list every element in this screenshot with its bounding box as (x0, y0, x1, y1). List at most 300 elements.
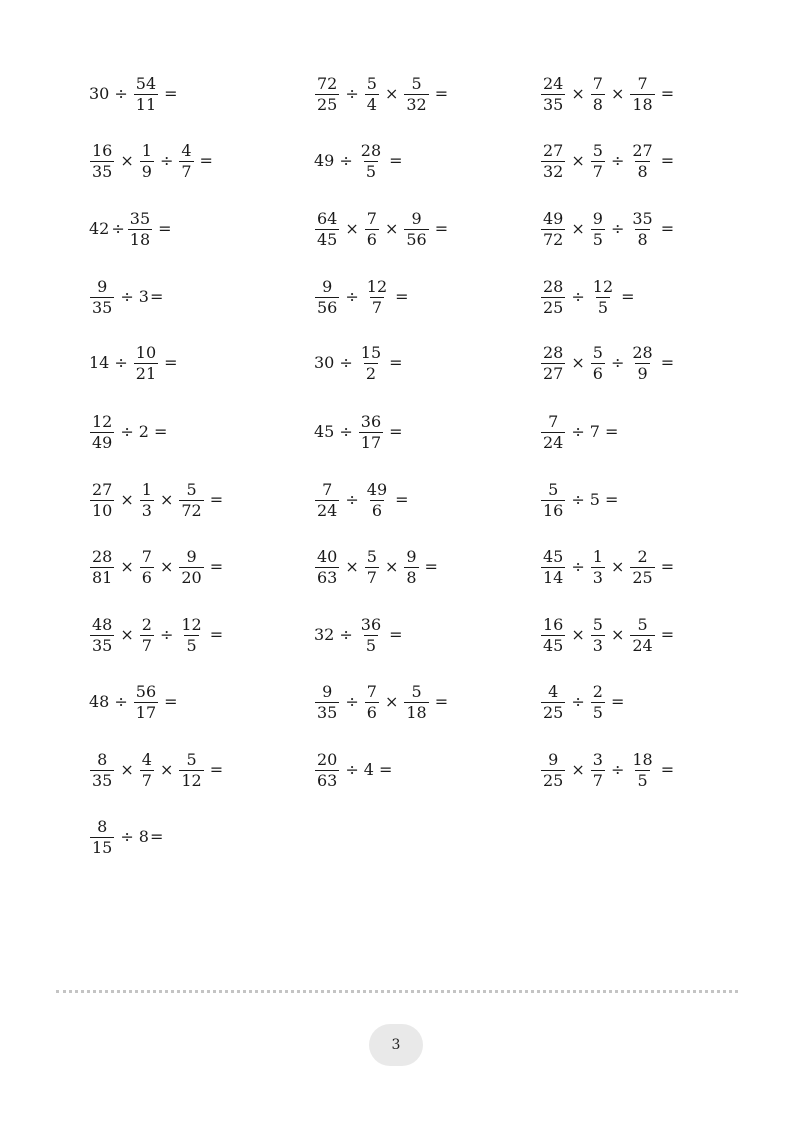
denominator: 72 (543, 229, 564, 249)
operator: × (384, 557, 399, 576)
fraction (90, 749, 114, 790)
numerator: 54 (135, 73, 157, 93)
denominator: 14 (543, 567, 564, 587)
fraction (591, 546, 605, 587)
denominator: 56 (406, 229, 427, 249)
denominator: 9 (637, 363, 648, 383)
denominator: 15 (92, 837, 113, 857)
numerator: 12 (92, 411, 113, 431)
fraction (591, 614, 605, 655)
denominator: 7 (141, 635, 152, 655)
denominator: 56 (317, 297, 338, 317)
operator: ÷ (610, 151, 625, 170)
denominator: 5 (365, 161, 377, 181)
equals-sign: = (610, 692, 625, 711)
whole-number: 3 (138, 287, 149, 306)
fraction (90, 546, 114, 587)
fraction (90, 276, 114, 317)
fraction (359, 140, 383, 181)
numerator: 5 (366, 546, 377, 566)
fraction (591, 276, 615, 317)
math-problem (313, 677, 448, 727)
numerator: 7 (637, 73, 648, 93)
fraction (365, 546, 379, 587)
equals-sign: = (660, 760, 675, 779)
fraction (630, 73, 654, 114)
numerator: 36 (360, 411, 382, 431)
equals-sign: = (660, 625, 675, 644)
numerator: 40 (317, 546, 338, 566)
operator: ÷ (571, 287, 585, 306)
denominator: 6 (592, 363, 603, 383)
denominator: 20 (181, 567, 202, 587)
numerator: 7 (141, 546, 152, 566)
numerator: 27 (92, 479, 113, 499)
math-problem (88, 475, 223, 525)
fraction (630, 342, 654, 383)
denominator: 9 (141, 161, 152, 181)
operator: ÷ (345, 287, 359, 306)
fraction (90, 816, 114, 857)
fraction (359, 614, 383, 655)
equals-sign: = (434, 692, 449, 711)
numerator: 9 (97, 276, 108, 296)
denominator: 32 (406, 94, 427, 114)
fraction (365, 681, 379, 722)
numerator: 35 (632, 208, 653, 228)
equals-sign: = (378, 760, 393, 779)
fraction (541, 411, 565, 452)
math-problem (539, 136, 674, 186)
operator: ÷ (114, 84, 128, 103)
fraction (365, 73, 379, 114)
numerator: 2 (637, 546, 648, 566)
operator: ÷ (339, 151, 353, 170)
denominator: 24 (632, 635, 653, 655)
numerator: 12 (366, 276, 388, 296)
math-problem (539, 338, 674, 388)
fraction (541, 681, 565, 722)
denominator: 18 (129, 229, 151, 249)
operator: ÷ (610, 219, 625, 238)
denominator: 63 (317, 567, 338, 587)
whole-number: 45 (314, 422, 335, 441)
operator: ÷ (339, 625, 353, 644)
denominator: 6 (366, 702, 377, 722)
numerator: 5 (411, 681, 422, 701)
operator: × (571, 760, 585, 779)
equals-sign: = (158, 219, 172, 238)
denominator: 4 (366, 94, 377, 114)
equals-sign: = (149, 287, 164, 306)
equals-sign: = (153, 422, 168, 441)
numerator: 12 (592, 276, 614, 296)
whole-number: 32 (314, 625, 335, 644)
operator: ÷ (571, 557, 585, 576)
math-problem (88, 136, 213, 186)
operator: × (610, 84, 625, 103)
numerator: 35 (129, 208, 151, 228)
operator: ÷ (114, 353, 128, 372)
numerator: 45 (543, 546, 564, 566)
denominator: 11 (135, 94, 157, 114)
numerator: 9 (186, 546, 197, 566)
denominator: 18 (406, 702, 427, 722)
denominator: 35 (317, 702, 338, 722)
denominator: 8 (406, 567, 417, 587)
math-problem (313, 69, 448, 119)
equals-sign: = (660, 219, 675, 238)
denominator: 17 (360, 432, 382, 452)
equals-sign: = (434, 219, 449, 238)
denominator: 45 (317, 229, 338, 249)
numerator: 5 (592, 140, 603, 160)
fraction (315, 749, 339, 790)
math-problem (313, 475, 409, 525)
operator: ÷ (339, 422, 353, 441)
page-number: 3 (391, 1037, 401, 1053)
math-problem (313, 542, 438, 592)
fraction (134, 681, 158, 722)
whole-number: 8 (138, 827, 149, 846)
numerator: 9 (411, 208, 422, 228)
numerator: 16 (92, 140, 113, 160)
denominator: 24 (543, 432, 564, 452)
fraction (541, 479, 565, 520)
denominator: 35 (543, 94, 564, 114)
denominator: 7 (366, 567, 377, 587)
denominator: 7 (371, 297, 383, 317)
fraction (591, 73, 605, 114)
equals-sign: = (164, 84, 178, 103)
numerator: 72 (317, 73, 338, 93)
math-problem (88, 204, 172, 254)
equals-sign: = (389, 625, 403, 644)
fraction (591, 208, 605, 249)
math-problem (313, 272, 409, 322)
whole-number: 7 (589, 422, 600, 441)
denominator: 25 (632, 567, 653, 587)
numerator: 4 (141, 749, 152, 769)
numerator: 28 (632, 342, 653, 362)
operator: × (384, 84, 399, 103)
fraction (140, 140, 154, 181)
fraction (541, 276, 565, 317)
denominator: 6 (371, 500, 383, 520)
denominator: 7 (592, 770, 603, 790)
equals-sign: = (149, 827, 164, 846)
operator: × (345, 219, 359, 238)
equals-sign: = (199, 151, 213, 170)
equals-sign: = (434, 84, 449, 103)
fraction (90, 479, 114, 520)
operator: ÷ (610, 353, 625, 372)
fraction (365, 276, 389, 317)
numerator: 12 (181, 614, 202, 634)
numerator: 9 (406, 546, 417, 566)
numerator: 27 (632, 140, 653, 160)
equals-sign: = (209, 760, 224, 779)
fraction (630, 614, 654, 655)
denominator: 25 (543, 770, 564, 790)
operator: ÷ (339, 353, 353, 372)
numerator: 49 (366, 479, 388, 499)
fraction (591, 681, 605, 722)
equals-sign: = (660, 557, 675, 576)
fraction (404, 681, 428, 722)
equals-sign: = (660, 84, 675, 103)
denominator: 81 (92, 567, 113, 587)
numerator: 8 (97, 816, 108, 836)
numerator: 5 (186, 749, 197, 769)
equals-sign: = (389, 151, 403, 170)
math-problem (539, 69, 674, 119)
numerator: 2 (592, 681, 603, 701)
operator: ÷ (120, 287, 134, 306)
denominator: 24 (317, 500, 338, 520)
denominator: 25 (543, 702, 564, 722)
fraction (404, 208, 428, 249)
operator: × (610, 625, 625, 644)
fraction (140, 546, 154, 587)
denominator: 25 (543, 297, 564, 317)
operator: × (159, 760, 174, 779)
operator: × (384, 219, 399, 238)
operator: × (120, 151, 134, 170)
whole-number: 4 (363, 760, 374, 779)
equals-sign: = (621, 287, 635, 306)
operator: ÷ (571, 490, 585, 509)
numerator: 10 (135, 342, 157, 362)
fraction (140, 479, 154, 520)
fraction (128, 208, 152, 249)
fraction (591, 749, 605, 790)
math-problem (313, 407, 403, 457)
numerator: 1 (592, 546, 603, 566)
numerator: 7 (366, 208, 377, 228)
denominator: 27 (543, 363, 564, 383)
fraction (315, 276, 339, 317)
math-problem (313, 338, 403, 388)
math-problem (88, 338, 178, 388)
math-problem (539, 204, 674, 254)
equals-sign: = (604, 422, 619, 441)
equals-sign: = (164, 692, 178, 711)
numerator: 28 (543, 342, 564, 362)
fraction (359, 411, 383, 452)
dotted-divider (56, 990, 738, 993)
equals-sign: = (395, 490, 409, 509)
whole-number: 14 (89, 353, 110, 372)
numerator: 5 (548, 479, 559, 499)
denominator: 45 (543, 635, 564, 655)
math-problem (88, 272, 163, 322)
operator: × (120, 490, 134, 509)
numerator: 9 (592, 208, 603, 228)
denominator: 18 (632, 94, 653, 114)
fraction (630, 140, 654, 181)
fraction (315, 208, 339, 249)
denominator: 5 (637, 770, 648, 790)
fraction (541, 614, 565, 655)
denominator: 3 (592, 567, 603, 587)
operator: ÷ (571, 692, 585, 711)
numerator: 5 (411, 73, 422, 93)
numerator: 28 (360, 140, 382, 160)
fraction (591, 140, 605, 181)
numerator: 56 (135, 681, 157, 701)
operator: × (571, 219, 585, 238)
numerator: 8 (97, 749, 108, 769)
operator: × (610, 557, 625, 576)
numerator: 9 (322, 681, 333, 701)
fraction (630, 749, 654, 790)
math-problem (88, 812, 163, 862)
numerator: 18 (632, 749, 653, 769)
numerator: 5 (592, 614, 603, 634)
operator: ÷ (111, 219, 125, 238)
equals-sign: = (389, 353, 403, 372)
fraction (315, 73, 339, 114)
fraction (630, 546, 654, 587)
fraction (541, 140, 565, 181)
numerator: 4 (548, 681, 559, 701)
fraction (179, 614, 203, 655)
math-problem (88, 69, 178, 119)
equals-sign: = (660, 353, 675, 372)
numerator: 64 (317, 208, 338, 228)
operator: ÷ (120, 422, 134, 441)
page-number-badge (369, 1024, 423, 1066)
numerator: 20 (317, 749, 338, 769)
fraction (140, 749, 154, 790)
math-problem (313, 204, 448, 254)
denominator: 5 (592, 702, 603, 722)
numerator: 7 (548, 411, 559, 431)
numerator: 1 (141, 479, 152, 499)
denominator: 12 (181, 770, 202, 790)
whole-number: 30 (314, 353, 335, 372)
denominator: 5 (597, 297, 609, 317)
operator: × (384, 692, 399, 711)
operator: ÷ (345, 490, 359, 509)
operator: × (345, 557, 359, 576)
equals-sign: = (660, 151, 675, 170)
denominator: 8 (637, 229, 648, 249)
denominator: 21 (135, 363, 157, 383)
numerator: 5 (366, 73, 377, 93)
fraction (134, 342, 158, 383)
fraction (134, 73, 158, 114)
denominator: 72 (181, 500, 202, 520)
numerator: 2 (141, 614, 152, 634)
equals-sign: = (209, 625, 224, 644)
equals-sign: = (424, 557, 438, 576)
denominator: 35 (92, 161, 113, 181)
operator: × (571, 151, 585, 170)
denominator: 49 (92, 432, 113, 452)
numerator: 1 (141, 140, 152, 160)
numerator: 5 (186, 479, 197, 499)
operator: × (571, 84, 585, 103)
denominator: 17 (135, 702, 157, 722)
fraction (179, 140, 193, 181)
numerator: 16 (543, 614, 564, 634)
equals-sign: = (164, 353, 178, 372)
denominator: 7 (592, 161, 603, 181)
denominator: 7 (141, 770, 152, 790)
denominator: 35 (92, 297, 113, 317)
operator: × (571, 353, 585, 372)
denominator: 32 (543, 161, 564, 181)
denominator: 35 (92, 770, 113, 790)
numerator: 9 (548, 749, 559, 769)
fraction (541, 546, 565, 587)
numerator: 9 (322, 276, 333, 296)
operator: ÷ (345, 760, 359, 779)
fraction (315, 546, 339, 587)
numerator: 7 (366, 681, 377, 701)
denominator: 5 (186, 635, 197, 655)
fraction (179, 546, 203, 587)
operator: ÷ (345, 84, 359, 103)
fraction (404, 546, 418, 587)
math-problem (313, 745, 392, 795)
math-problem (539, 745, 674, 795)
denominator: 8 (637, 161, 648, 181)
fraction (315, 681, 339, 722)
operator: ÷ (571, 422, 585, 441)
operator: × (120, 760, 134, 779)
equals-sign: = (395, 287, 409, 306)
numerator: 15 (360, 342, 382, 362)
math-problem (88, 542, 223, 592)
denominator: 7 (181, 161, 192, 181)
fraction (90, 140, 114, 181)
numerator: 4 (181, 140, 192, 160)
equals-sign: = (209, 490, 224, 509)
denominator: 2 (365, 363, 377, 383)
whole-number: 49 (314, 151, 335, 170)
denominator: 10 (92, 500, 113, 520)
fraction (541, 749, 565, 790)
operator: × (571, 625, 585, 644)
equals-sign: = (209, 557, 224, 576)
numerator: 48 (92, 614, 113, 634)
fraction (140, 614, 154, 655)
operator: ÷ (345, 692, 359, 711)
operator: ÷ (114, 692, 128, 711)
numerator: 3 (592, 749, 603, 769)
whole-number: 48 (89, 692, 110, 711)
operator: ÷ (120, 827, 134, 846)
denominator: 63 (317, 770, 338, 790)
math-problem (539, 677, 624, 727)
denominator: 25 (317, 94, 338, 114)
denominator: 16 (543, 500, 564, 520)
denominator: 3 (592, 635, 603, 655)
fraction (315, 479, 339, 520)
numerator: 49 (543, 208, 564, 228)
whole-number: 30 (89, 84, 110, 103)
fraction (630, 208, 654, 249)
math-problem (88, 610, 223, 660)
numerator: 7 (322, 479, 333, 499)
operator: ÷ (610, 760, 625, 779)
denominator: 35 (92, 635, 113, 655)
operator: × (120, 557, 134, 576)
operator: × (120, 625, 134, 644)
